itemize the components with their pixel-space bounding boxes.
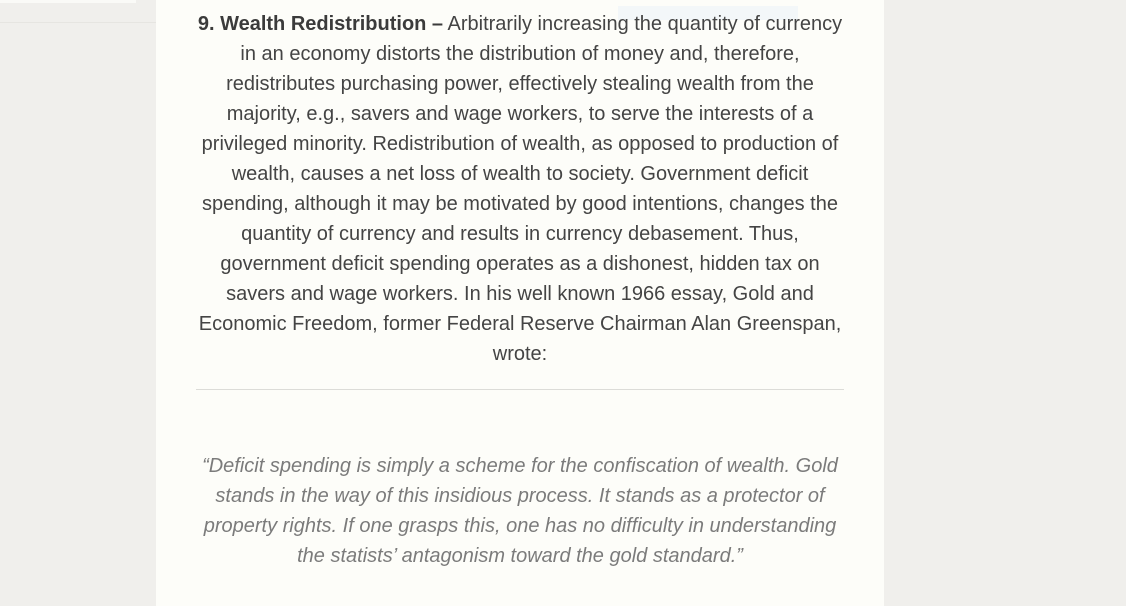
point-body: Arbitrarily increasing the quantity of currency in an economy distorts the distribution of money and, therefore, redistributes purchasing power, effectively stealing wealth from the majority, e.g., savers and wage workers, to serve the interests of a privileged minority. Redistribution of wealth, as opposed to production of wealth, causes a net loss of wealth to society. Government deficit spending, although it may be motivated by good intentions, changes the quantity of currency and results in currency debasement. Thus, government deficit spending operates as a dishonest, hidden tax on savers and wage workers. In his well known 1966 essay, Gold and Economic Freedom, former Federal Reserve Chairman Alan Greenspan, wrote:	[198, 13, 843, 365]
point-heading: 9. Wealth Redistribution –	[197, 13, 444, 35]
section-divider	[196, 389, 844, 390]
right-margin	[884, 0, 1126, 606]
left-top-bar	[0, 0, 136, 3]
left-divider	[0, 22, 156, 23]
greenspan-quote: “Deficit spending is simply a scheme for the confiscation of wealth. Gold stands in the way of this insidious process. It stands as a protector of property rights. If one grasps this, one has no difficulty in understanding the statists’ antagonism toward the gold standard.”	[202, 455, 838, 567]
left-margin	[0, 0, 156, 606]
wealth-redistribution-paragraph	[196, 9, 844, 369]
